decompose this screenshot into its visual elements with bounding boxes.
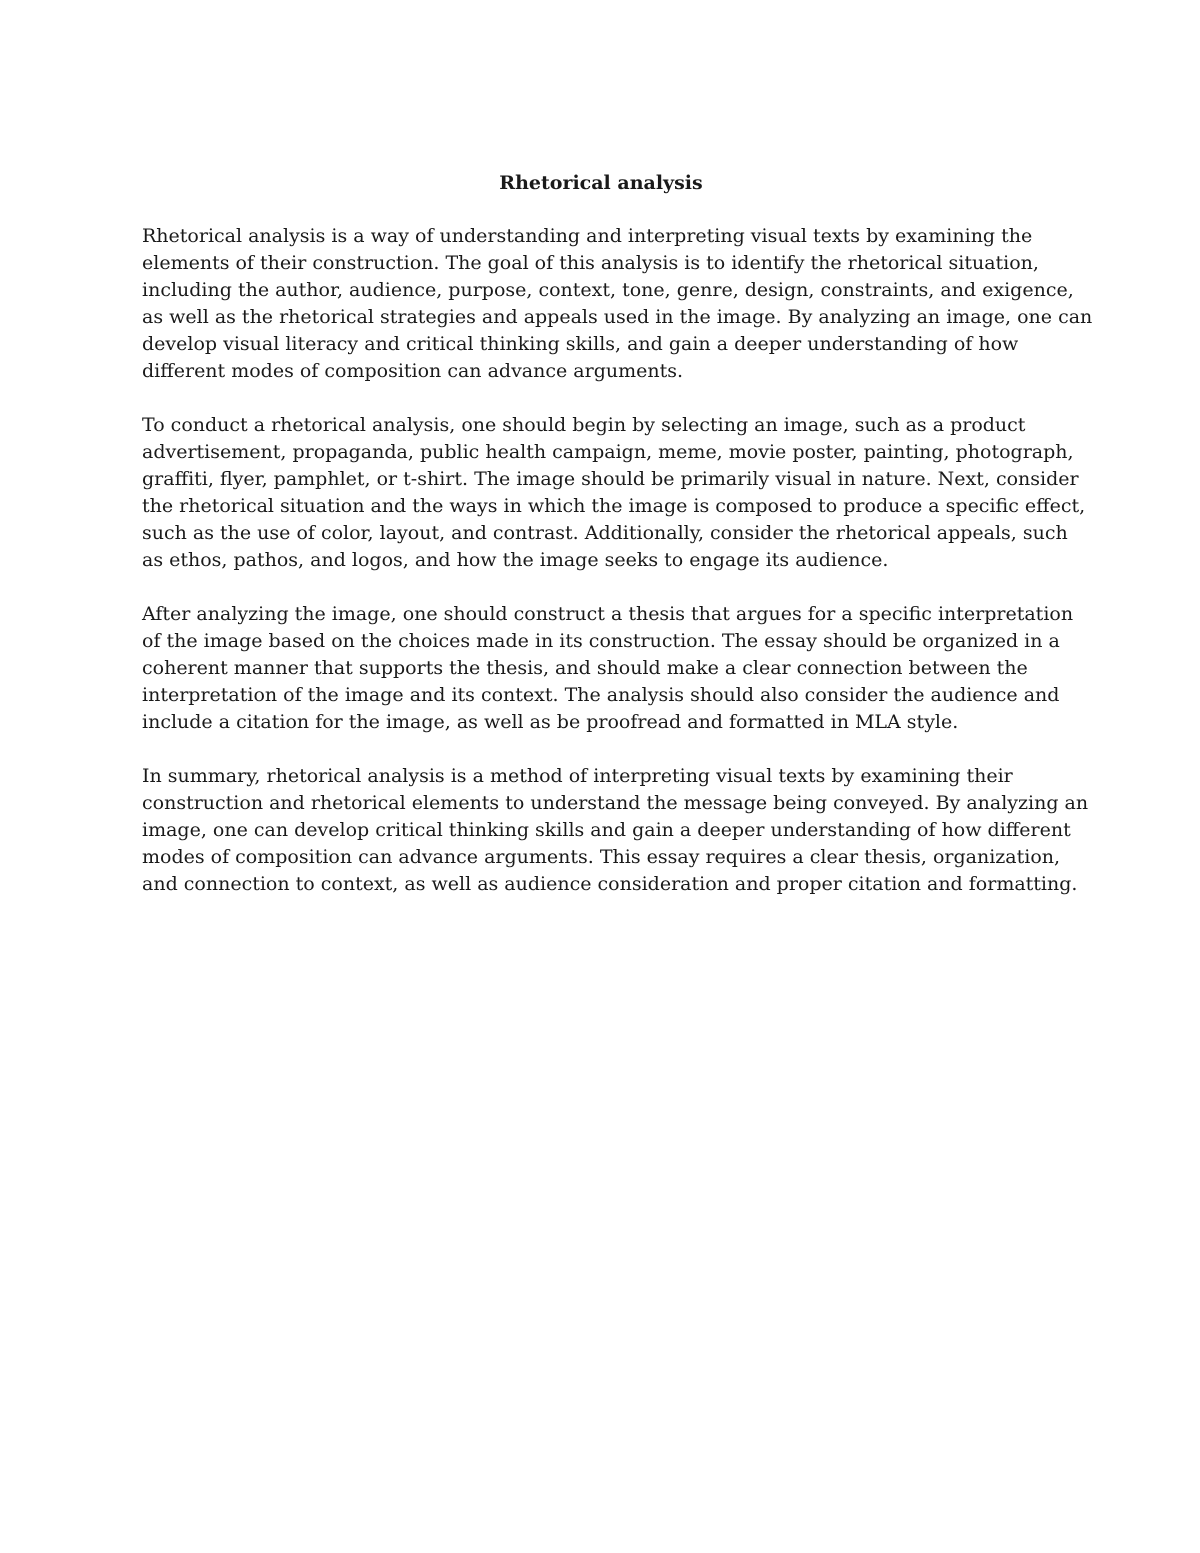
text-line: elements of their construction. The goal of this analysis is to identify the rhetorical situation,	[142, 252, 1039, 274]
text-line: the rhetorical situation and the ways in which the image is composed to produce a specific effect,	[142, 495, 1086, 517]
paragraph-1	[142, 223, 1093, 385]
paragraph-4	[142, 763, 1089, 898]
paragraph-2	[142, 412, 1086, 574]
text-line: graffiti, flyer, pamphlet, or t-shirt. The image should be primarily visual in nature. Next, consider	[142, 468, 1079, 490]
text-line: as ethos, pathos, and logos, and how the image seeks to engage its audience.	[142, 549, 889, 571]
text-line: After analyzing the image, one should construct a thesis that argues for a specific interpretation	[142, 603, 1074, 625]
text-line: construction and rhetorical elements to understand the message being conveyed. By analyzing an	[142, 792, 1089, 814]
document-body	[142, 170, 1093, 925]
text-line: and connection to context, as well as audience consideration and proper citation and formatting.	[142, 873, 1078, 895]
text-line: advertisement, propaganda, public health campaign, meme, movie poster, painting, photograph,	[142, 441, 1074, 463]
paragraph-3	[142, 601, 1072, 736]
text-line: To conduct a rhetorical analysis, one should begin by selecting an image, such as a product	[142, 414, 1026, 436]
text-line: coherent manner that supports the thesis, and should make a clear connection between the	[142, 657, 1028, 679]
text-line: In summary, rhetorical analysis is a method of interpreting visual texts by examining their	[142, 765, 1013, 787]
text-line: of the image based on the choices made in its construction. The essay should be organized in a	[142, 630, 1060, 652]
document-title: Rhetorical analysis	[499, 172, 703, 194]
text-line: Rhetorical analysis is a way of understanding and interpreting visual texts by examining the	[142, 225, 1033, 247]
text-line: as well as the rhetorical strategies and appeals used in the image. By analyzing an image, one can	[142, 306, 1093, 328]
text-line: such as the use of color, layout, and contrast. Additionally, consider the rhetorical appeals, such	[142, 522, 1068, 544]
text-line: different modes of composition can advance arguments.	[142, 360, 684, 382]
text-line: interpretation of the image and its context. The analysis should also consider the audience and	[142, 684, 1060, 706]
text-line: modes of composition can advance arguments. This essay requires a clear thesis, organization,	[142, 846, 1061, 868]
text-line: including the author, audience, purpose, context, tone, genre, design, constraints, and exigence,	[142, 279, 1074, 301]
text-line: image, one can develop critical thinking skills and gain a deeper understanding of how different	[142, 819, 1071, 841]
text-line: include a citation for the image, as well as be proofread and formatted in MLA style.	[142, 711, 959, 733]
text-line: develop visual literacy and critical thinking skills, and gain a deeper understanding of how	[142, 333, 1019, 355]
